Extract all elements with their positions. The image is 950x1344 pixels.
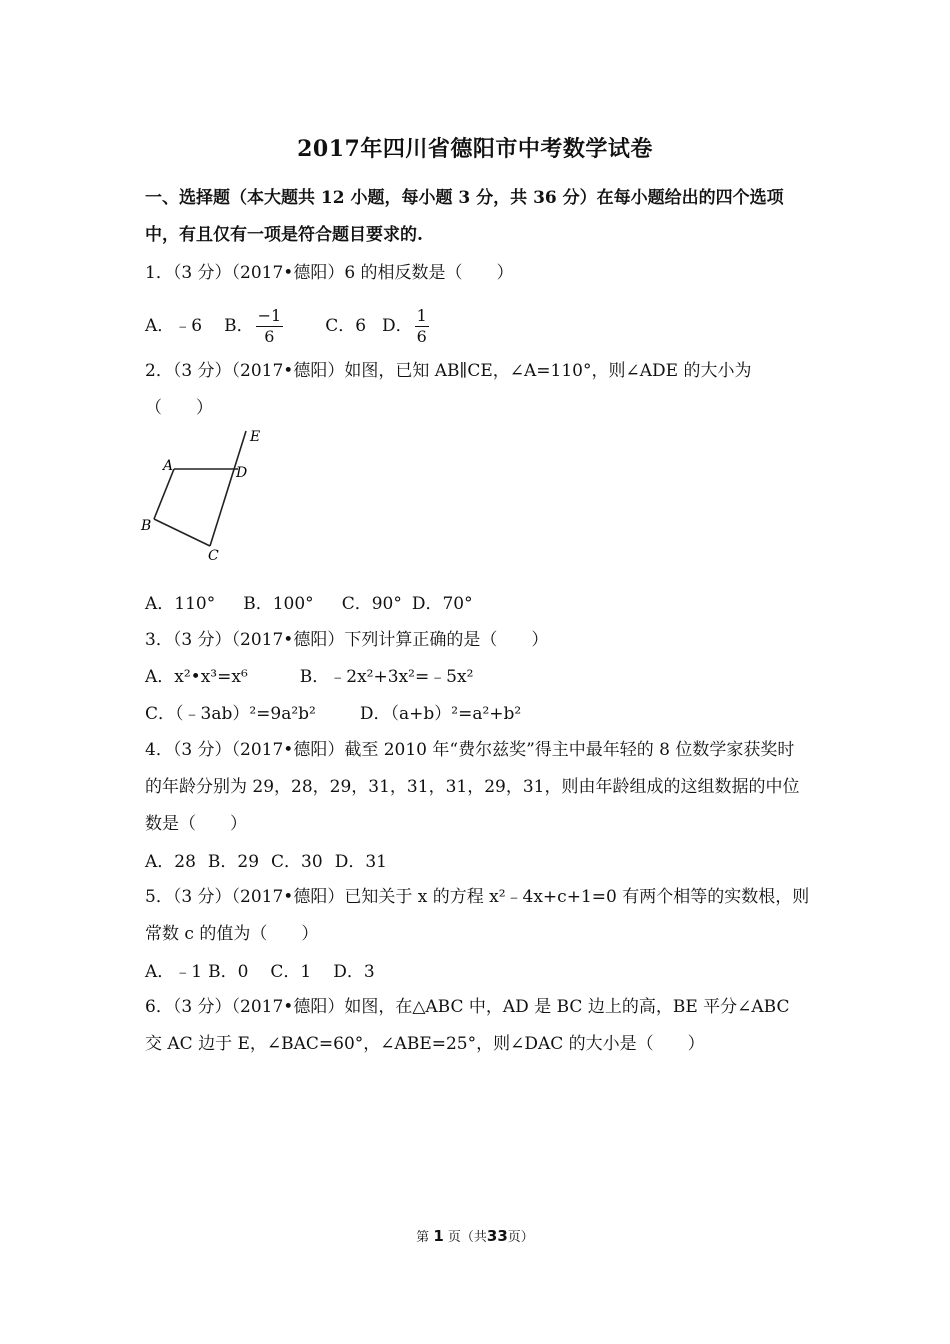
question-5-options [145, 960, 375, 984]
q2-line-ab [154, 469, 174, 519]
question-6-stem: 6．（3 分）（2017•德阳）如图，在△ABC 中，AD 是 BC 边上的高，BE 平分∠ABC 交 AC 边于 E，∠BAC=60°，∠ABE=25°，则∠DAC 的大小是（ ） [145, 997, 790, 1054]
footer-page-number: 1 [433, 1227, 444, 1245]
q2-label-c: C [208, 548, 219, 564]
q2-line-bc [154, 519, 210, 546]
q1-b-denominator: 6 [264, 327, 275, 346]
q1-option-a: A．﹣6 [145, 316, 203, 336]
footer-prefix: 第 [416, 1230, 430, 1245]
footer-total-pages: 33 [486, 1227, 508, 1245]
q1-option-b-fraction [256, 306, 284, 347]
q3-option-a: A．x²•x³=x⁶ [145, 667, 248, 687]
q1-b-numerator: −1 [257, 306, 282, 325]
q2-option-b: B．100° [243, 594, 314, 614]
question-2-stem: 2．（3 分）（2017•德阳）如图，已知 AB∥CE，∠A=110°，则∠ADE 的大小为（ ） [145, 361, 752, 418]
footer-suffix: 页） [507, 1230, 534, 1245]
footer-middle: 页（共 [447, 1230, 487, 1245]
question-2-options [145, 592, 473, 616]
q1-option-d-label: D． [382, 316, 413, 336]
q5-option-b: B．0 [208, 962, 249, 982]
q5-option-c: C．1 [270, 962, 312, 982]
q4-option-a: A．28 [145, 852, 196, 872]
page-footer [0, 1226, 950, 1245]
question-5-stem: 5．（3 分）（2017•德阳）已知关于 x 的方程 x²﹣4x+c+1=0 有两个相等的实数根，则常数 c 的值为（ ） [145, 887, 810, 944]
q1-option-c: C．6 [325, 316, 367, 336]
question-4-stem: 4．（3 分）（2017•德阳）截至 2010 年“费尔兹奖”得主中最年轻的 8 位数学家获奖时的年龄分别为 29，28，29，31，31，31，29，31，则由年龄组成的这组数据的中位数是（ ） [145, 740, 800, 834]
question-4-options [145, 850, 387, 874]
q5-option-a: A．﹣1 [145, 962, 203, 982]
q2-option-c: C．90° [341, 594, 402, 614]
q4-option-d: D．31 [334, 852, 387, 872]
section-heading: 一、选择题（本大题共 12 小题，每小题 3 分，共 36 分）在每小题给出的四个选项中，有且仅有一项是符合题目要求的. [145, 188, 784, 245]
question-3-options-row2 [145, 702, 521, 726]
q5-option-d: D．3 [333, 962, 375, 982]
q4-option-c: C．30 [271, 852, 323, 872]
q2-line-ce [210, 431, 246, 546]
question-3-stem: 3．（3 分）（2017•德阳）下列计算正确的是（ ） [145, 630, 549, 650]
q2-label-a: A [163, 458, 174, 474]
q2-figure [138, 424, 273, 564]
q3-option-b: B．﹣2x²+3x²=﹣5x² [299, 667, 474, 687]
q3-option-c: C．（﹣3ab）²=9a²b² [145, 704, 316, 724]
q1-option-b-label: B． [224, 316, 254, 336]
q2-label-e: E [250, 429, 261, 445]
question-1-options [145, 306, 431, 347]
q2-label-d: D [236, 465, 248, 481]
q3-option-d: D．（a+b）²=a²+b² [359, 704, 522, 724]
q2-option-a: A．110° [145, 594, 216, 614]
q1-d-numerator: 1 [416, 306, 427, 325]
page-title: 2017年四川省德阳市中考数学试卷 [297, 136, 653, 162]
q4-option-b: B．29 [207, 852, 260, 872]
q1-option-d-fraction [415, 306, 429, 347]
question-3-options-row1 [145, 665, 473, 689]
q2-option-d: D．70° [411, 594, 473, 614]
q2-label-b: B [141, 518, 152, 534]
q1-d-denominator: 6 [416, 327, 427, 346]
question-1-stem: 1．（3 分）（2017•德阳）6 的相反数是（ ） [145, 263, 514, 283]
